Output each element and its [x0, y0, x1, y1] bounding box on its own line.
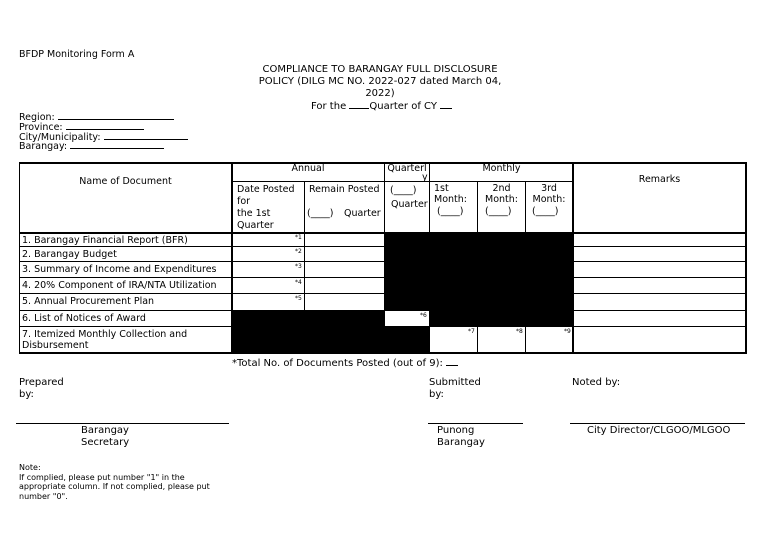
- marker-4: *4: [295, 279, 302, 286]
- punong-title-2: Barangay: [437, 437, 485, 448]
- cy-blank[interactable]: [440, 99, 452, 109]
- month1-paren: (____): [437, 206, 464, 217]
- header-quarterly-1: Quarterl: [387, 163, 427, 174]
- note-block: [19, 463, 210, 501]
- month2-line-1: 2nd: [492, 183, 511, 194]
- director-signature-line[interactable]: [570, 423, 745, 424]
- remain-posted-quarter: Quarter: [344, 208, 381, 219]
- submitted-by-2: by:: [429, 389, 444, 400]
- date-posted-line-3: the 1st: [237, 208, 271, 219]
- month1-line-1: 1st: [434, 183, 449, 194]
- row-7-label-line-2: Disbursement: [22, 340, 89, 351]
- region-blank[interactable]: [58, 110, 174, 120]
- title-line-3: 2022): [365, 88, 395, 99]
- total-documents: [232, 356, 458, 369]
- row-1-label: 1. Barangay Financial Report (BFR): [22, 235, 188, 246]
- quarterly-quarter: Quarter: [391, 199, 428, 210]
- date-posted-line-2: for: [237, 196, 251, 207]
- date-posted-line-4: Quarter: [237, 220, 274, 231]
- marker-8: *8: [516, 328, 523, 335]
- quarter-of-cy-label: Quarter of CY: [369, 101, 437, 112]
- barangay-label: Barangay:: [19, 141, 68, 152]
- region-label: Region:: [19, 112, 55, 123]
- header-quarterly-2: y: [422, 172, 428, 183]
- month1-line-2: Month:: [434, 194, 467, 205]
- barangay-field: [19, 139, 164, 152]
- blocked-area-quarterly-row7: [384, 327, 429, 353]
- row-3-label: 3. Summary of Income and Expenditures: [22, 264, 217, 275]
- header-monthly: Monthly: [482, 163, 521, 174]
- punong-title-1: Punong: [437, 425, 475, 436]
- row-4-label: 4. 20% Component of IRA/NTA Utilization: [22, 280, 217, 291]
- title-line-2: POLICY (DILG MC NO. 2022-027 dated March 04,: [258, 76, 502, 87]
- marker-3: *3: [295, 263, 302, 270]
- city-label: City/Municipality:: [19, 132, 101, 143]
- remain-posted-label: Remain Posted: [309, 184, 380, 195]
- province-blank[interactable]: [66, 120, 144, 130]
- secretary-signature-line[interactable]: [16, 423, 229, 424]
- secretary-title-2: Secretary: [81, 437, 130, 448]
- marker-9: *9: [564, 328, 571, 335]
- row-6-label: 6. List of Notices of Award: [22, 313, 146, 324]
- quarter-blank[interactable]: [349, 99, 369, 109]
- month3-paren: (____): [532, 206, 559, 217]
- prepared-by-2: by:: [19, 389, 34, 400]
- row-2-label: 2. Barangay Budget: [22, 249, 117, 260]
- month3-line-1: 3rd: [541, 183, 557, 194]
- form-label: BFDP Monitoring Form A: [19, 49, 135, 60]
- quarterly-paren: (____): [390, 185, 417, 196]
- total-blank[interactable]: [446, 356, 458, 366]
- month3-line-2: Month:: [532, 194, 566, 205]
- noted-by: Noted by:: [572, 377, 621, 388]
- total-label: *Total No. of Documents Posted (out of 9):: [232, 358, 443, 369]
- header-remarks: Remarks: [638, 174, 681, 185]
- marker-2: *2: [295, 248, 302, 255]
- prepared-by-1: Prepared: [19, 377, 64, 388]
- punong-signature-line[interactable]: [428, 423, 523, 424]
- month2-line-2: Month:: [485, 194, 518, 205]
- title-line-4: [311, 99, 452, 112]
- note-label: Note:: [19, 463, 41, 472]
- month2-paren: (____): [485, 206, 512, 217]
- submitted-by-1: Submitted: [429, 377, 481, 388]
- note-line-2: appropriate column. If not complied, please put: [19, 482, 210, 491]
- blocked-area-monthly-row6: [429, 311, 573, 327]
- note-line-3: number "0".: [19, 491, 68, 501]
- header-annual: Annual: [291, 163, 325, 174]
- date-posted-line-1: Date Posted: [237, 184, 295, 195]
- marker-7: *7: [468, 328, 475, 335]
- row-5-label: 5. Annual Procurement Plan: [22, 296, 155, 307]
- marker-1: *1: [295, 234, 302, 241]
- director-title: City Director/CLGOO/MLGOO: [587, 425, 731, 436]
- note-line-1: If complied, please put number "1" in the: [19, 472, 185, 482]
- title-line-1: COMPLIANCE TO BARANGAY FULL DISCLOSURE: [262, 64, 498, 75]
- remain-posted-paren: (____): [307, 208, 334, 219]
- barangay-blank[interactable]: [70, 139, 164, 149]
- for-the-label: For the: [311, 101, 347, 112]
- blocked-area-annual-row6-7: [232, 311, 384, 353]
- marker-6: *6: [420, 312, 427, 319]
- secretary-title-1: Barangay: [81, 425, 129, 436]
- marker-5: *5: [295, 295, 302, 302]
- header-name-of-document: Name of Document: [79, 176, 172, 187]
- row-7-label-line-1: 7. Itemized Monthly Collection and: [22, 329, 188, 340]
- province-label: Province:: [19, 122, 63, 133]
